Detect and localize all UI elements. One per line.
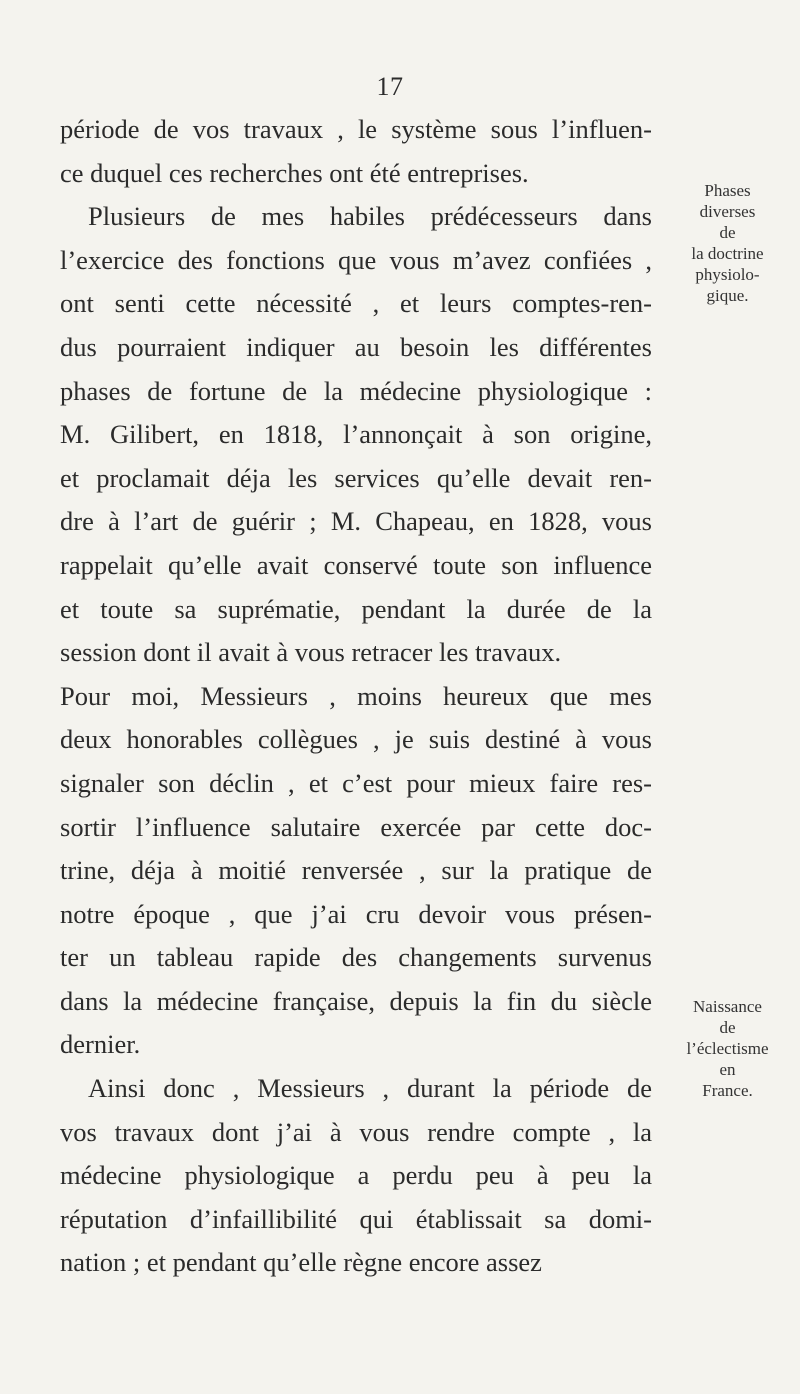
margin-note-line: Naissance <box>693 997 762 1016</box>
text-line: réputation d’infaillibilité qui établissait sa domi- <box>60 1203 652 1234</box>
text-line: trine, déja à moitié renversée , sur la pratique de <box>60 855 652 886</box>
margin-note-line: France. <box>702 1081 753 1100</box>
margin-note-line: en <box>719 1060 736 1079</box>
text-line: ce duquel ces recherches ont été entreprises. <box>60 157 529 188</box>
text-line: Pour moi, Messieurs , moins heureux que mes <box>60 680 652 711</box>
text-line: sortir l’influence salutaire exercée par cette doc- <box>60 811 652 842</box>
margin-note-line: Phases <box>704 181 751 200</box>
margin-note-line: physiolo- <box>695 265 760 284</box>
text-line: M. Gilibert, en 1818, l’annonçait à son origine, <box>60 419 652 450</box>
text-line: session dont il avait à vous retracer les travaux. <box>60 637 562 668</box>
margin-note-line: la doctrine <box>691 244 764 263</box>
text-line: phases de fortune de la médecine physiologique : <box>60 375 652 406</box>
text-line: dus pourraient indiquer au besoin les différentes <box>60 331 652 362</box>
text-line: nation ; et pendant qu’elle règne encore assez <box>60 1247 542 1278</box>
text-line: et toute sa suprématie, pendant la durée de la <box>60 593 652 624</box>
margin-note-eclectisme <box>660 996 795 1101</box>
margin-note-phases <box>660 180 795 306</box>
text-line: Plusieurs de mes habiles prédécesseurs dans <box>88 201 652 232</box>
body-text <box>60 108 652 1285</box>
margin-note-line: diverses <box>699 202 756 221</box>
text-line: notre époque , que j’ai cru devoir vous présen- <box>60 898 652 929</box>
text-line: deux honorables collègues , je suis destiné à vous <box>60 724 652 755</box>
text-line: rappelait qu’elle avait conservé toute son influence <box>60 549 652 580</box>
text-line: dernier. <box>60 1029 141 1060</box>
text-line: dans la médecine française, depuis la fin du siècle <box>60 985 652 1016</box>
margin-note-line: de <box>719 1018 736 1037</box>
margin-note-line: de <box>719 223 736 242</box>
text-line: et proclamait déja les services qu’elle devait ren- <box>60 462 652 493</box>
text-line: Ainsi donc , Messieurs , durant la période de <box>88 1073 652 1104</box>
margin-note-line: gique. <box>706 286 749 305</box>
margin-note-line: l’éclectisme <box>686 1039 769 1058</box>
text-line: médecine physiologique a perdu peu à peu la <box>60 1160 652 1191</box>
text-line: dre à l’art de guérir ; M. Chapeau, en 1828, vous <box>60 506 652 537</box>
text-line: ont senti cette nécessité , et leurs comptes-ren- <box>60 288 652 319</box>
text-line: l’exercice des fonctions que vous m’avez confiées , <box>60 244 652 275</box>
text-line: signaler son déclin , et c’est pour mieux faire res- <box>60 767 652 798</box>
text-line: période de vos travaux , le système sous l’influen- <box>60 114 652 144</box>
text-line: ter un tableau rapide des changements survenus <box>60 942 652 973</box>
page-number: 17 <box>376 72 404 101</box>
text-line: vos travaux dont j’ai à vous rendre compte , la <box>60 1116 652 1147</box>
